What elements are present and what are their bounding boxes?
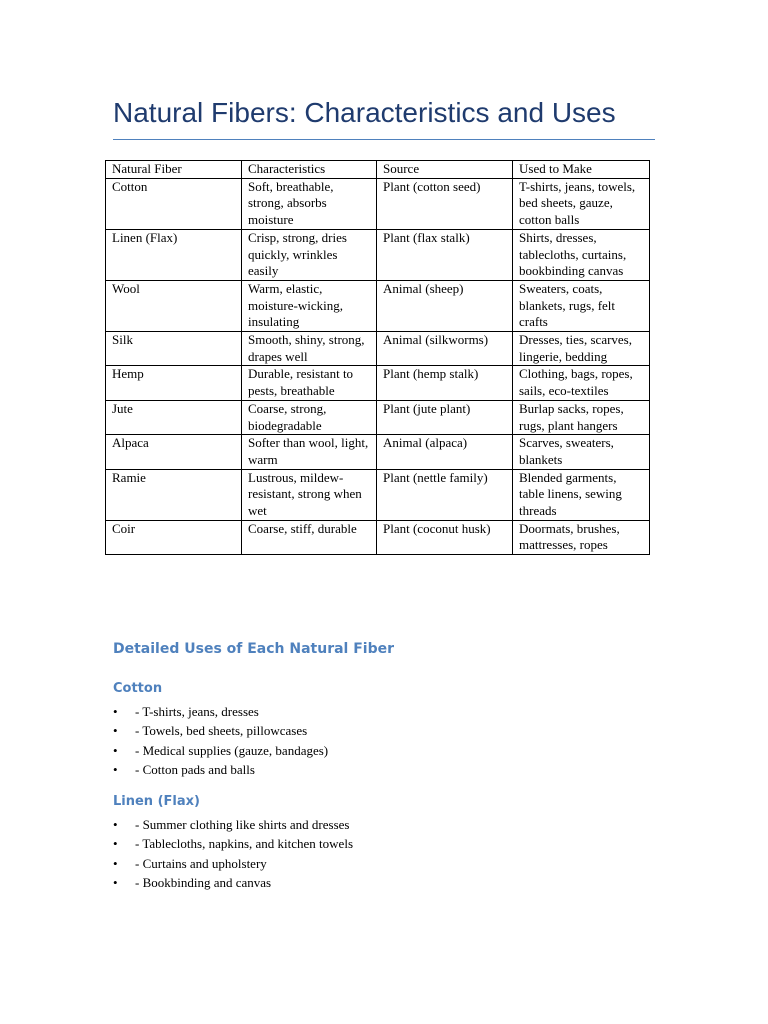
uses-cell: Clothing, bags, ropes, sails, eco-textiles (513, 366, 650, 400)
table-row (106, 400, 650, 434)
uses-cell: Shirts, dresses, tablecloths, curtains, bookbinding canvas (513, 229, 650, 280)
source-cell: Animal (silkworms) (377, 332, 513, 366)
uses-cell: Dresses, ties, scarves, lingerie, bedding (513, 332, 650, 366)
uses-cell: Doormats, brushes, mattresses, ropes (513, 520, 650, 554)
header-cell: Natural Fiber (106, 161, 242, 179)
table-row (106, 178, 650, 229)
fiber-name-cell: Linen (Flax) (106, 229, 242, 280)
characteristics-cell: Smooth, shiny, strong, drapes well (242, 332, 377, 366)
header-cell: Used to Make (513, 161, 650, 179)
characteristics-cell: Softer than wool, light, warm (242, 435, 377, 469)
list-item-text: - Towels, bed sheets, pillowcases (135, 723, 308, 739)
characteristics-cell: Coarse, stiff, durable (242, 520, 377, 554)
source-cell: Plant (jute plant) (377, 400, 513, 434)
uses-cell: Burlap sacks, ropes, rugs, plant hangers (513, 400, 650, 434)
list-item-text: - Cotton pads and balls (135, 761, 255, 777)
title-underline (113, 139, 655, 140)
table-row (106, 332, 650, 366)
source-cell: Plant (hemp stalk) (377, 366, 513, 400)
bullet-icon: • (113, 855, 118, 871)
characteristics-cell: Soft, breathable, strong, absorbs moisture (242, 178, 377, 229)
characteristics-cell: Lustrous, mildew-resistant, strong when wet (242, 469, 377, 520)
table-row (106, 366, 650, 400)
section-heading-cotton: Cotton (113, 681, 163, 696)
bullet-icon: • (113, 817, 118, 832)
source-cell: Animal (alpaca) (377, 435, 513, 469)
fiber-name-cell: Coir (106, 520, 242, 554)
list-item-text: - Medical supplies (gauze, bandages) (135, 742, 329, 758)
bullet-icon: • (113, 874, 118, 890)
list-item-text: - Summer clothing like shirts and dresses (135, 817, 350, 832)
uses-cell: T-shirts, jeans, towels, bed sheets, gauze, cotton balls (513, 178, 650, 229)
characteristics-cell: Warm, elastic, moisture-wicking, insulating (242, 280, 377, 331)
header-cell: Characteristics (242, 161, 377, 179)
list-item-text: - Bookbinding and canvas (135, 874, 272, 890)
list-item-text: - T-shirts, jeans, dresses (135, 704, 259, 719)
bullet-icon: • (113, 836, 118, 852)
fiber-name-cell: Cotton (106, 178, 242, 229)
header-cell: Source (377, 161, 513, 179)
document-title: Natural Fibers: Characteristics and Uses (113, 97, 616, 128)
bullet-icon: • (113, 761, 118, 777)
list-item-text: - Tablecloths, napkins, and kitchen towels (135, 836, 353, 852)
fiber-name-cell: Hemp (106, 366, 242, 400)
table-header-row (106, 161, 650, 179)
source-cell: Plant (nettle family) (377, 469, 513, 520)
fiber-name-cell: Wool (106, 280, 242, 331)
list-item-text: - Curtains and upholstery (135, 855, 267, 871)
detailed-uses-heading: Detailed Uses of Each Natural Fiber (113, 641, 395, 657)
table-row (106, 469, 650, 520)
bullet-icon: • (113, 723, 118, 739)
source-cell: Animal (sheep) (377, 280, 513, 331)
bullet-icon: • (113, 742, 118, 758)
fiber-name-cell: Silk (106, 332, 242, 366)
characteristics-cell: Coarse, strong, biodegradable (242, 400, 377, 434)
fiber-name-cell: Jute (106, 400, 242, 434)
source-cell: Plant (cotton seed) (377, 178, 513, 229)
uses-cell: Sweaters, coats, blankets, rugs, felt crafts (513, 280, 650, 331)
table-row (106, 435, 650, 469)
table-row (106, 520, 650, 554)
uses-cell: Blended garments, table linens, sewing threads (513, 469, 650, 520)
source-cell: Plant (flax stalk) (377, 229, 513, 280)
section-heading-linen: Linen (Flax) (113, 794, 200, 809)
uses-cell: Scarves, sweaters, blankets (513, 435, 650, 469)
characteristics-cell: Crisp, strong, dries quickly, wrinkles easily (242, 229, 377, 280)
fiber-name-cell: Alpaca (106, 435, 242, 469)
characteristics-cell: Durable, resistant to pests, breathable (242, 366, 377, 400)
fiber-name-cell: Ramie (106, 469, 242, 520)
source-cell: Plant (coconut husk) (377, 520, 513, 554)
table-row (106, 229, 650, 280)
fibers-table (105, 160, 650, 555)
table-row (106, 280, 650, 331)
bullet-icon: • (113, 704, 118, 719)
